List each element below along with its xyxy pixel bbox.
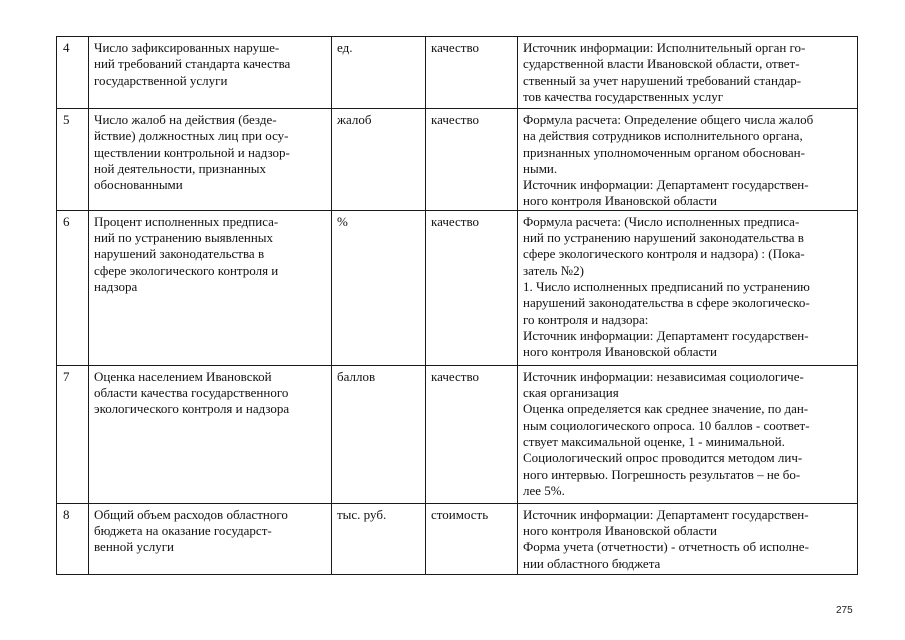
table-row: [57, 210, 858, 365]
text-line: ществлении контрольной и надзор-: [94, 144, 290, 160]
text-line: 1. Число исполненных предписаний по устранению: [523, 278, 810, 294]
page-number: 275: [836, 605, 853, 616]
text-line: венной услуги: [94, 539, 174, 555]
text-line: нарушений законодательства в: [94, 246, 265, 262]
text-line: сфере экологического контроля и: [94, 262, 279, 278]
text-line: Форма учета (отчетности) - отчетность об исполне-: [523, 539, 809, 555]
text-line: Источник информации: Исполнительный орган го-: [523, 40, 806, 55]
text-line: ными.: [523, 160, 558, 176]
text-line: ний по устранению нарушений законодательства в: [523, 230, 804, 246]
row-number: 5: [57, 109, 89, 211]
row-number: 8: [57, 503, 89, 574]
unit-cell: баллов: [332, 365, 426, 503]
text-line: области качества государственного: [94, 385, 289, 401]
text-line: государственной услуги: [94, 72, 228, 88]
text-line: экологического контроля и надзора: [94, 401, 290, 417]
text-line: ного контроля Ивановской области: [523, 193, 717, 209]
type-cell: качество: [426, 37, 518, 109]
type-cell: стоимость: [426, 503, 518, 574]
description-cell: [518, 37, 858, 109]
text-line: ская организация: [523, 385, 619, 401]
unit-cell: %: [332, 210, 426, 365]
text-line: ного контроля Ивановской области: [523, 344, 717, 360]
text-line: Оценка населением Ивановской: [94, 368, 272, 384]
indicator-name: [89, 365, 332, 503]
unit-cell: жалоб: [332, 109, 426, 211]
indicator-table: [56, 36, 858, 575]
text-line: Социологический опрос проводится методом лич-: [523, 450, 803, 466]
text-line: ствует максимальной оценке, 1 - минимальной.: [523, 433, 785, 449]
row-number: 7: [57, 365, 89, 503]
text-line: Оценка определяется как среднее значение, по дан-: [523, 401, 809, 417]
table-row: [57, 109, 858, 211]
text-line: признанных уполномоченным органом обоснован-: [523, 144, 805, 160]
text-line: на действия сотрудников исполнительного органа,: [523, 128, 803, 144]
text-line: сфере экологического контроля и надзора) : (Пока-: [523, 246, 805, 262]
text-line: надзора: [94, 278, 138, 294]
description-cell: [518, 503, 858, 574]
description-cell: [518, 109, 858, 211]
text-line: нии областного бюджета: [523, 555, 661, 571]
text-line: ного контроля Ивановской области: [523, 523, 717, 539]
text-line: сударственной власти Ивановской области, ответ-: [523, 56, 800, 72]
description-cell: [518, 365, 858, 503]
table-row: [57, 37, 858, 109]
text-line: Формула расчета: (Число исполненных предписа-: [523, 213, 800, 229]
text-line: ным социологического опроса. 10 баллов - соответ-: [523, 417, 810, 433]
text-line: ной деятельности, признанных: [94, 160, 267, 176]
text-line: ний требований стандарта качества: [94, 56, 291, 72]
text-line: ного интервью. Погрешность результатов – не бо-: [523, 466, 801, 482]
text-line: бюджета на оказание государст-: [94, 523, 272, 539]
table-row: [57, 365, 858, 503]
text-line: го контроля и надзора:: [523, 311, 649, 327]
indicator-name: [89, 109, 332, 211]
indicator-name: [89, 503, 332, 574]
text-line: нарушений законодательства в сфере экологическо-: [523, 295, 810, 311]
type-cell: качество: [426, 210, 518, 365]
text-line: Источник информации: Департамент государствен-: [523, 506, 809, 522]
text-line: Процент исполненных предписа-: [94, 213, 279, 229]
type-cell: качество: [426, 109, 518, 211]
text-line: лее 5%.: [523, 482, 565, 498]
text-line: йствие) должностных лиц при осу-: [94, 128, 289, 144]
text-line: Формула расчета: Определение общего числа жалоб: [523, 112, 814, 127]
text-line: Число жалоб на действия (безде-: [94, 112, 277, 127]
text-line: Общий объем расходов областного: [94, 506, 288, 522]
indicator-name: [89, 37, 332, 109]
text-line: Источник информации: Департамент государствен-: [523, 327, 809, 343]
unit-cell: ед.: [332, 37, 426, 109]
text-line: ственный за учет нарушений требований стандар-: [523, 72, 802, 88]
text-line: Число зафиксированных наруше-: [94, 40, 280, 55]
unit-cell: тыс. руб.: [332, 503, 426, 574]
text-line: тов качества государственных услуг: [523, 88, 724, 104]
table-row: [57, 503, 858, 574]
indicator-name: [89, 210, 332, 365]
text-line: обоснованными: [94, 177, 183, 193]
text-line: Источник информации: независимая социологиче-: [523, 368, 804, 384]
row-number: 6: [57, 210, 89, 365]
text-line: ний по устранению выявленных: [94, 230, 274, 246]
type-cell: качество: [426, 365, 518, 503]
text-line: затель №2): [523, 262, 584, 278]
row-number: 4: [57, 37, 89, 109]
text-line: Источник информации: Департамент государствен-: [523, 177, 809, 193]
description-cell: [518, 210, 858, 365]
